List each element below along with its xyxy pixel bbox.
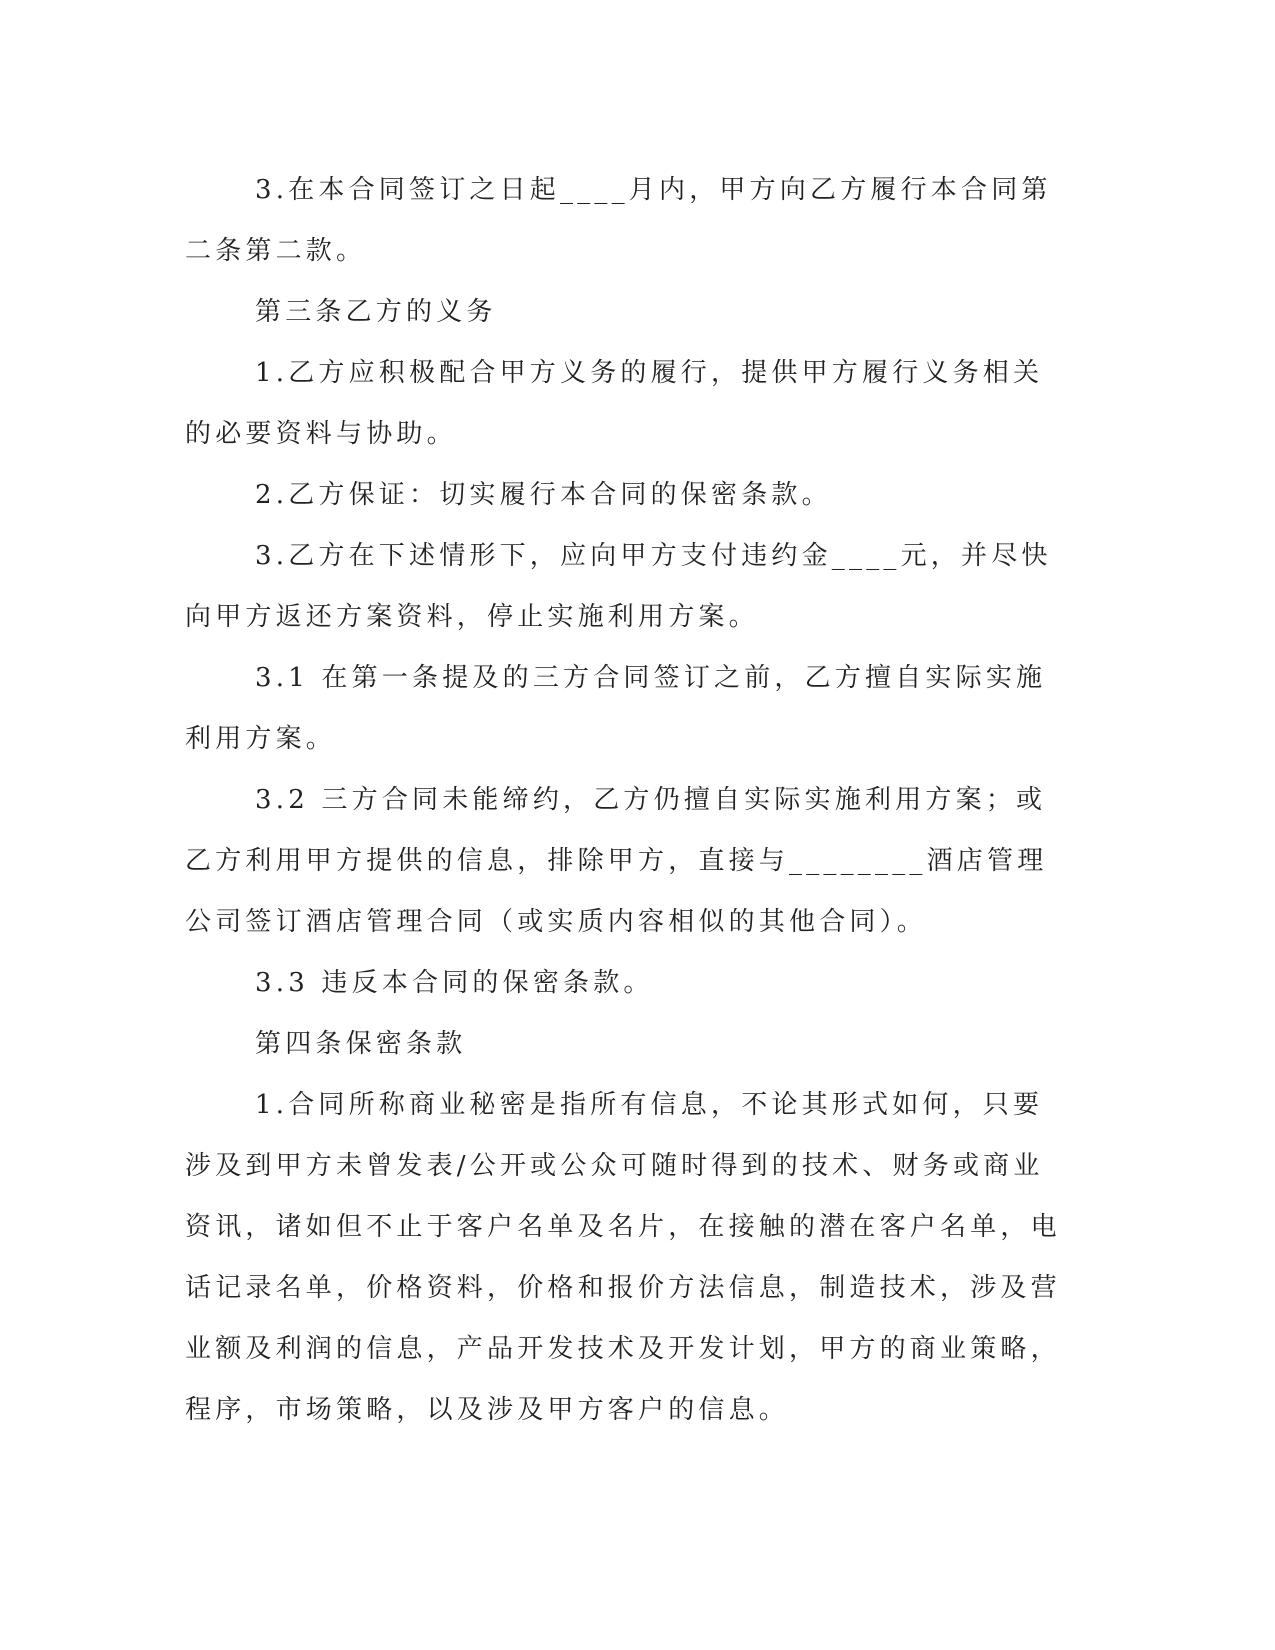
- paragraph-3-3-2: 3.2 三方合同未能缔约，乙方仍擅自实际实施利用方案；或乙方利用甲方提供的信息，排除甲方，直接与________酒店管理公司签订酒店管理合同（或实质内容相似的其他合同）。: [185, 785, 1048, 937]
- paragraph-3-1: 1.乙方应积极配合甲方义务的履行，提供甲方履行义务相关的必要资料与协助。: [185, 358, 1044, 449]
- paragraph-3-3: 3.乙方在下述情形下，应向甲方支付违约金____元，并尽快向甲方返还方案资料，停止实施利用方案。: [185, 541, 1052, 632]
- heading-article-3: 第三条乙方的义务: [255, 297, 497, 327]
- paragraph-3-term: 3.在本合同签订之日起____月内，甲方向乙方履行本合同第二条第二款。: [185, 175, 1052, 266]
- document-body: [185, 160, 1065, 1441]
- paragraph-3-3-3: 3.3 违反本合同的保密条款。: [255, 968, 654, 998]
- heading-article-4: 第四条保密条款: [255, 1029, 467, 1059]
- paragraph-3-3-1: 3.1 在第一条提及的三方合同签订之前，乙方擅自实际实施利用方案。: [185, 663, 1047, 754]
- paragraph-3-2: 2.乙方保证：切实履行本合同的保密条款。: [255, 480, 832, 510]
- paragraph-4-1: 1.合同所称商业秘密是指所有信息，不论其形式如何，只要涉及到甲方未曾发表/公开或公众可随时得到的技术、财务或商业资讯，诸如但不止于客户名单及名片，在接触的潜在客户名单，电话记录名单，价格资料，价格和报价方法信息，制造技术，涉及营业额及利润的信息，产品开发技术及开发计划，甲方的商业策略，程序，市场策略，以及涉及甲方客户的信息。: [185, 1090, 1061, 1425]
